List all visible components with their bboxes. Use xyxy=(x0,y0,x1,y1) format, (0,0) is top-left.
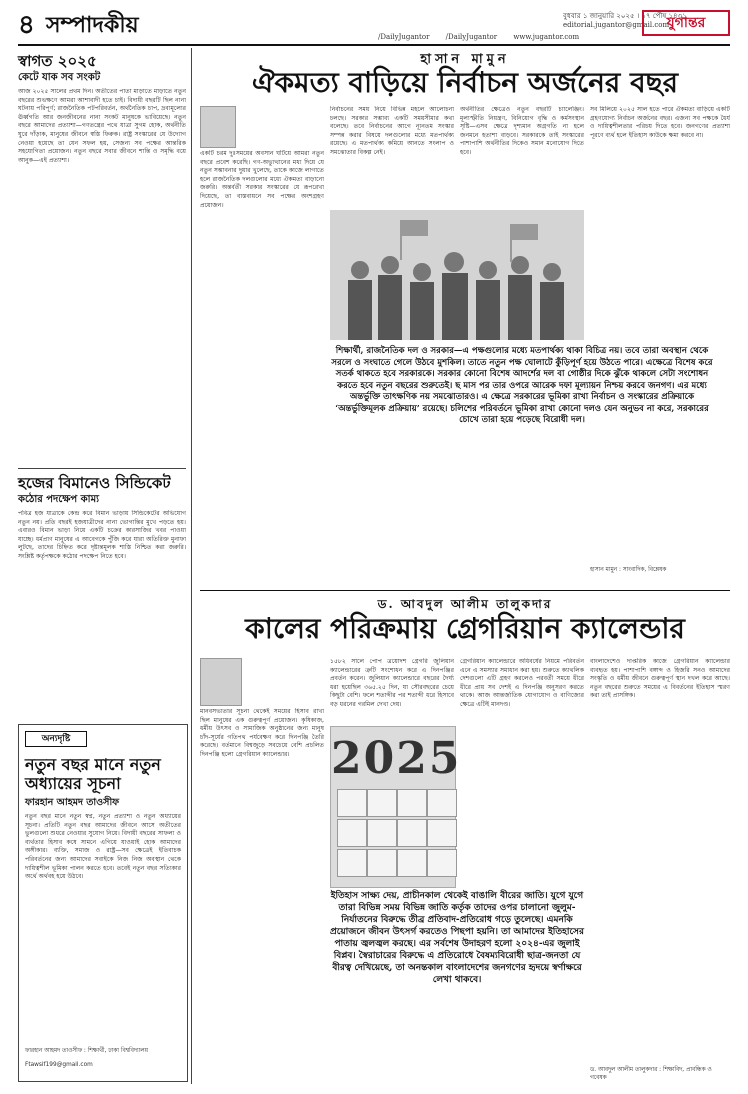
date-text: বুধবার ১ জানুয়ারি ২০২৫ । ১৭ পৌষ ১৪৩১ xyxy=(563,12,687,20)
article-1-col-4: সব মিলিয়ে ২০২৫ সাল হতে পারে ঐকমত্য বাড়িয়ে একটি গ্রহণযোগ্য নির্বাচন অর্জনের বছর। এজন্য সব পক্ষকে ধৈর্য ও দায়িত্বশীলতার পরিচয় দিতে হবে। জনগণের প্রত্যাশা পূরণে ব্যর্থ হলে ইতিহাস কাউকে ক্ষমা করবে না। xyxy=(590,106,730,139)
page-header xyxy=(18,10,730,44)
article-1-illustration xyxy=(330,210,584,340)
divider xyxy=(18,468,186,469)
crowd-illustration-icon xyxy=(330,210,584,340)
calendar-month-jan xyxy=(337,789,367,817)
facebook-link[interactable]: /DailyJugantor xyxy=(378,33,430,41)
article-2-col-2b xyxy=(330,1002,454,1080)
article-1-author: হাসান মামুন xyxy=(420,52,510,67)
social-links xyxy=(378,32,730,42)
article-2-col-3: গ্রেগরিয়ান ক্যালেন্ডারে অধিবর্ষের নিয়মে পরিবর্তন এনে এ সমস্যার সমাধান করা হয়। শুরুতে ক্যাথলিক দেশগুলো এটি গ্রহণ করলেও পরবর্তী সময়ে ধীরে ধীরে প্রায় সব দেশই এ দিনপঞ্জি অনুসরণ করতে থাকে। আজ আন্তর্জাতিক যোগাযোগ ও বাণিজ্যের ক্ষেত্রে এটিই মানদণ্ড। xyxy=(460,658,584,708)
author-photo xyxy=(200,106,236,148)
calendar-month-may xyxy=(337,819,367,847)
author-2-photo xyxy=(200,658,242,706)
twitter-link[interactable]: /DailyJugantor xyxy=(445,33,498,41)
opinion-box-signature: ফারহান আহমদ তাওসীফ : শিক্ষার্থী, ঢাকা বিশ্ববিদ্যালয় xyxy=(25,1048,149,1054)
page-number: ৪ xyxy=(18,10,35,40)
editorial-2-subtitle: কঠোর পদক্ষেপ কাম্য xyxy=(18,494,100,505)
article-2-author: ড. আবদুল আলীম তালুকদার xyxy=(377,597,553,611)
article-1-col-2b xyxy=(330,470,454,586)
section-title: সম্পাদকীয় xyxy=(46,12,139,38)
article-2-col-3b xyxy=(460,1002,584,1080)
article-1-col-1b xyxy=(200,466,324,586)
article-1-col-3: অর্থনীতির ক্ষেত্রেও নতুন বছরটি চ্যালেঞ্জিং। মূল্যস্ফীতি নিয়ন্ত্রণ, বিনিয়োগ বৃদ্ধি ও কর্মসংস্থান সৃষ্টি—এসব ক্ষেত্রে দৃশ্যমান অগ্রগতি না হলে জনমনে হতাশা বাড়বে। সরকারকে তাই সংস্কারের পাশাপাশি অর্থনীতির দিকেও সমান মনোযোগ দিতে হবে। xyxy=(460,106,584,156)
calendar-month-oct xyxy=(367,849,397,877)
calendar-month-jun xyxy=(367,819,397,847)
article-2-pull-quote: ইতিহাস সাক্ষ্য দেয়, প্রাচীনকাল থেকেই বাঙালি বীরের জাতি। যুগে যুগে তারা বিভিন্ন সময় বিভিন্ন জাতি কর্তৃক তাদের ওপর চালানো জুলুম-নির্যাতনের বিরুদ্ধে তীব্র প্রতিবাদ-প্রতিরোধ গড়ে তুলেছে। এমনকি প্রয়োজনে জীবন উৎসর্গ করতেও পিছপা হয়নি। তা আমাদের ইতিহাসের পাতায় জ্বলজ্বল করছে। এর সর্বশেষ উদাহরণ হলো ২০২৪-এর জুলাই বিপ্লব। স্বৈরাচারের বিরুদ্ধে এ প্রতিরোধে বৈষম্যবিরোধী ছাত্র-জনতা যে বীরত্ব দেখিয়েছে, তা অনন্তকাল বাংলাদেশের জনগণের হৃদয়ে স্বর্ণাক্ষরে লেখা থাকবে। xyxy=(330,891,584,985)
calendar-month-dec xyxy=(427,849,457,877)
calendar-image xyxy=(330,726,462,888)
article-divider xyxy=(200,590,730,591)
calendar-month-feb xyxy=(367,789,397,817)
opinion-box-author: ফারহান আহমদ তাওসীফ xyxy=(25,797,120,808)
email-text: editorial.jugantor@gmail.com xyxy=(563,21,670,29)
article-2-headline: কালের পরিক্রমায় গ্রেগরিয়ান ক্যালেন্ডার xyxy=(245,612,685,645)
article-1-col-2: নির্বাচনের সময় নিয়ে বিভিন্ন মহলে আলোচনা চলছে। সরকার সম্ভাব্য একটি সময়সীমার কথা বলেছে। তবে নির্বাচনের আগে ন্যূনতম সংস্কার সম্পন্ন করার বিষয়ে দলগুলোর মধ্যে মতপার্থক্য রয়েছে। এ মতপার্থক্য কমিয়ে আনতে সংলাপ ও সমঝোতার বিকল্প নেই। xyxy=(330,106,454,156)
article-1-headline: ঐকমত্য বাড়িয়ে নির্বাচন অর্জনের বছর xyxy=(251,66,679,99)
editorial-2 xyxy=(18,474,186,728)
article-2-col-1: মানবসভ্যতার সূচনা থেকেই সময়ের হিসাব রাখা ছিল মানুষের এক গুরুত্বপূর্ণ প্রয়োজন। কৃষিকাজ, ধর্মীয় উৎসব ও সামাজিক অনুষ্ঠানের জন্য মানুষ চাঁদ-সূর্যের গতিপথ পর্যবেক্ষণ করে দিনপঞ্জি তৈরি করেছে। বর্তমানে বিশ্বজুড়ে সবচেয়ে বেশি প্রচলিত দিনপঞ্জি হলো গ্রেগরিয়ান ক্যালেন্ডার। xyxy=(200,708,324,758)
article-2-col-2: ১৫৮২ সালে পোপ ত্রয়োদশ গ্রেগরি জুলিয়ান ক্যালেন্ডারের ত্রুটি সংশোধন করে এ দিনপঞ্জির প্রবর্তন করেন। জুলিয়ান ক্যালেন্ডারে বছরের দৈর্ঘ্য ধরা হয়েছিল ৩৬৫.২৫ দিন, যা সৌরবছরের চেয়ে কিছুটা বেশি। ফলে শতাব্দীর পর শতাব্দী ধরে হিসাবে বড় ধরনের গরমিল দেখা দেয়। xyxy=(330,658,454,708)
article-2-col-3c xyxy=(460,822,584,886)
editorial-1-subtitle: কেটে যাক সব সংকট xyxy=(18,72,101,83)
calendar-year: 2025 xyxy=(331,733,462,784)
calendar-month-jul xyxy=(397,819,427,847)
article-1-col-3b xyxy=(460,470,584,586)
opinion-box-body: নতুন বছর মানে নতুন স্বপ্ন, নতুন প্রত্যাশা ও নতুন অধ্যায়ের সূচনা। প্রতিটি নতুন বছর আমাদের জীবনে আসে অতীতের ভুলগুলো শুধরে নেওয়ার সুযোগ নিয়ে। বিদায়ী বছরের সাফল্য ও ব্যর্থতার হিসাব কষে সামনে এগিয়ে যাওয়াই হোক আমাদের অঙ্গীকার। ব্যক্তি, সমাজ ও রাষ্ট্র—সব ক্ষেত্রেই ইতিবাচক পরিবর্তনের জন্য আমাদের সবাইকে নিজ নিজ অবস্থান থেকে দায়িত্বশীল ভূমিকা পালন করতে হবে। তবেই নতুন বছর সত্যিকার অর্থে অর্থবহ হয়ে উঠবে। xyxy=(25,813,181,881)
website-link[interactable]: www.jugantor.com xyxy=(513,33,580,41)
header-rule xyxy=(18,44,730,46)
article-1-col-1: একটি চরম দুঃসময়ের অবসান ঘটিয়ে আমরা নতুন বছরে প্রবেশ করেছি। গণ-অভ্যুত্থানের মধ্য দিয়ে যে নতুন সম্ভাবনার দুয়ার খুলেছে, তাকে কাজে লাগাতে হলে রাজনৈতিক দলগুলোর মধ্যে ঐকমত্য বাড়ানো জরুরি। অন্তর্বর্তী সরকার সংস্কারের যে রূপরেখা দিয়েছে, তা বাস্তবায়নে সব পক্ষের অংশগ্রহণ প্রয়োজন। xyxy=(200,150,324,209)
calendar-month-aug xyxy=(427,819,457,847)
article-2-intro xyxy=(246,658,324,704)
opinion-box xyxy=(18,724,188,1082)
article-2-signature: ড. আবদুল আলীম তালুকদার : শিক্ষাবিদ, প্রাবন্ধিক ও গবেষক xyxy=(590,1067,712,1081)
opinion-box-label: অন্যদৃষ্টি xyxy=(25,731,87,747)
left-column-rule xyxy=(191,48,192,1084)
article-1-intro xyxy=(238,106,324,146)
calendar-month-sep xyxy=(337,849,367,877)
editorial-1 xyxy=(18,52,186,468)
newspaper-logo: যুগান্তর xyxy=(642,10,730,36)
calendar-month-apr xyxy=(427,789,457,817)
opinion-box-title: নতুন বছর মানে নতুন অধ্যায়ের সূচনা xyxy=(25,755,161,793)
editorial-2-body: পবিত্র হজ যাত্রাকে কেন্দ্র করে বিমান ভাড়ায় সিন্ডিকেটের অভিযোগ নতুন নয়। প্রতি বছরই হজযাত্রীদের নানা ভোগান্তির মুখে পড়তে হয়। এবারও বিমান ভাড়া নিয়ে একটি চক্রের কারসাজির খবর পাওয়া যাচ্ছে। ধর্মপ্রাণ মানুষের এ আবেগকে পুঁজি করে যারা অতিরিক্ত মুনাফা লুটছে, তাদের চিহ্নিত করে দৃষ্টান্তমূলক শাস্তি নিশ্চিত করা জরুরি। সংশ্লিষ্ট কর্তৃপক্ষকে কঠোর পদক্ষেপ নিতে হবে। xyxy=(18,510,186,560)
calendar-month-nov xyxy=(397,849,427,877)
article-2-col-4: বাংলাদেশেও দাপ্তরিক কাজে গ্রেগরিয়ান ক্যালেন্ডার ব্যবহৃত হয়। পাশাপাশি বঙ্গাব্দ ও হিজরি সনও আমাদের সংস্কৃতি ও ধর্মীয় জীবনে গুরুত্বপূর্ণ স্থান দখল করে আছে। নতুন বছরের শুরুতে সময়ের এ বিবর্তনের ইতিহাস স্মরণ করা তাই প্রাসঙ্গিক। xyxy=(590,658,730,700)
opinion-box-email: Ftawsif199@gmail.com xyxy=(25,1062,93,1068)
calendar-month-mar xyxy=(397,789,427,817)
editorial-1-body: আজ ২০২৫ সালের প্রথম দিন। অতীতের পাতা মাড়াতে মাড়াতে নতুন বছরের শুভক্ষণে আমরা আশাবাদী হতে চাই। বিদায়ী বছরটি ছিল নানা ঘটনায় পরিপূর্ণ; রাজনৈতিক পটপরিবর্তন, অর্থনৈতিক চাপ, দ্রব্যমূল্যের ঊর্ধ্বগতি আর জনজীবনের নানা সংকট মানুষকে ভাবিয়েছে। নতুন বছরে আমাদের প্রত্যাশা—গণতন্ত্রের পথে যাত্রা সুগম হোক, অর্থনীতি ঘুরে দাঁড়াক, মানুষের জীবনে স্বস্তি ফিরুক। রাষ্ট্র সংস্কারের যে উদ্যোগ নেওয়া হয়েছে তা যেন সফল হয়, সেজন্য সব পক্ষের আন্তরিক সহযোগিতা প্রয়োজন। নতুন বছরে সবার জীবনে শান্তি ও সমৃদ্ধি বয়ে আনুক—এই প্রত্যাশা। xyxy=(18,88,186,164)
article-1-signature: হাসান মামুন : সাংবাদিক, বিশ্লেষক xyxy=(590,567,667,573)
editorial-1-title: স্বাগত ২০২৫ xyxy=(18,52,97,70)
article-1-pull-quote: শিক্ষার্থী, রাজনৈতিক দল ও সরকার—এ পক্ষগুলোর মধ্যে মতপার্থক্য থাকা বিচিত্র নয়। তবে তারা অবস্থান থেকে সরলে ও সংঘাতে গেলে উঠবে মুশকিল। তাতে নতুন পক্ষ ঘোলাটে কুঁড়িপূর্ণ হয়ে উঠতে পারে। এক্ষেত্রে বিশেষ করে সতর্ক থাকতে হবে সরকারকে। সরকার কোনো বিশেষ আদর্শের দল বা গোষ্ঠীর দিকে ঝুঁকে থাকলে সেটা সংশোধন করতে হবে নতুন বছরের শুরুতেই। ছ মাস পর তার ওপরে আরেক দফা মূল্যায়ন নিশ্চয় করবে জনগণ। এর মধ্যে অন্তর্ভুক্তি তাৎক্ষণিক নয় সমঝোতারও। এ ক্ষেত্রে সরকারের ভূমিকা রাখা নির্বাচন ও সংস্কারের প্রক্রিয়াকে ‘অন্তর্ভুক্তিমূলক প্রক্রিয়ায়’ রয়েছে। চলিশের পরিবর্তনে ভূমিকা রাখা কোনো দলও যেন অনুভব না করে, সরকারের চোখে তারা হয়ে পড়েছে বিরোধী দল। xyxy=(331,346,713,425)
editorial-2-title: হজের বিমানেও সিন্ডিকেট xyxy=(18,474,171,492)
